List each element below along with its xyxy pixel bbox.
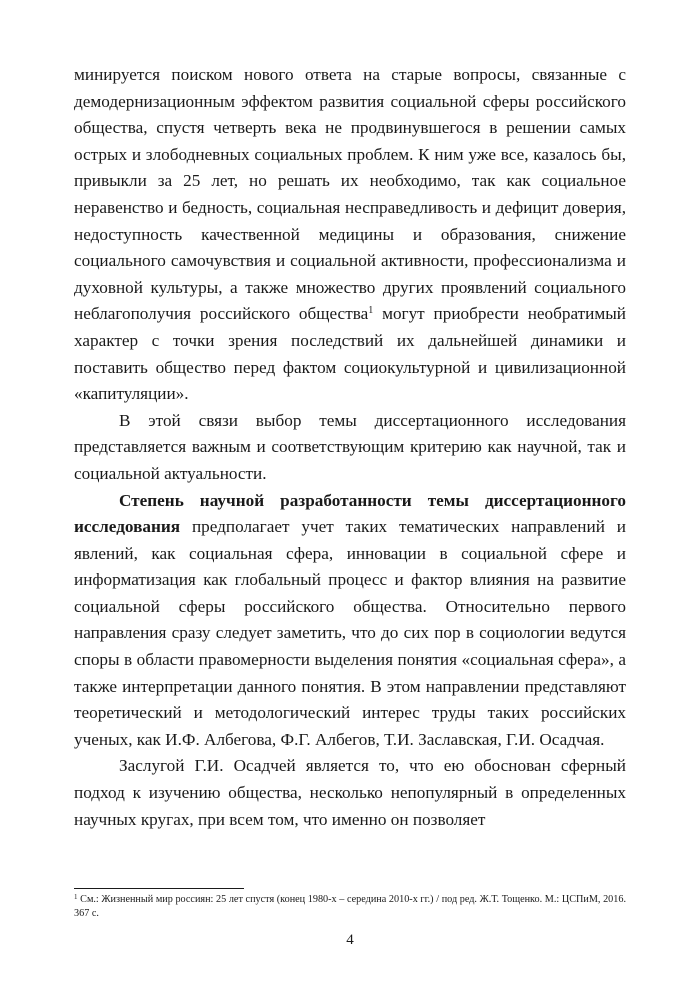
paragraph-research-degree: Степень научной разработанности темы диссертационного исследования предполагает учет таких тематических направлений и явлений, как социальная сфера, инновации в социальной сфере и информатизация как глобальный процесс и фактор влияния на развитие социальной сферы российского общества. Относительно первого направления сразу следует заметить, что до сих пор в социологии ведутся споры в области правомерности выделения понятия «социальная сфера», а также интерпретации данного понятия. В этом направлении представляют теоретический и методологический интерес труды таких российских ученых, как И.Ф. Албегова, Ф.Г. Албегов, Т.И. Заславская, Г.И. Осадчая. [74, 490, 626, 749]
section-heading-inline: Степень научной разработанности темы диссертационного исследования [74, 490, 626, 537]
paragraph-osadchaya: Заслугой Г.И. Осадчей является то, что ею обоснован сферный подход к изучению общества, несколько непопулярный в определенных научных кругах, при всем том, что именно он позволяет [74, 756, 626, 829]
page-number: 4 [346, 932, 354, 948]
footnote [74, 893, 626, 921]
main-text [74, 62, 626, 833]
footnote-reference[interactable]: 1 [368, 305, 374, 317]
paragraph-relevance: В этой связи выбор темы диссертационного исследования представляется важным и соответствующим критерию как научной, так и социальной актуальности. [74, 410, 626, 483]
paragraph-continuation: минируется поиском нового ответа на старые вопросы, связанные с демодернизационным эффектом развития социальной сферы российского общества, спустя четверть века не продвинувшегося в решении самых острых и злободневных социальных проблем. К ним уже все, казалось бы, привыкли за 25 лет, но решать их необходимо, так как социальное неравенство и бедность, социальная несправедливость и дефицит доверия, недоступность качественной медицины и образования, снижение социального самочувствия и социальной активности, профессионализма и духовной культуры, а также множество других проявлений социального неблагополучия российского общества$^1$ могут приобрести необратимый характер с точки зрения последствий их дальнейшей динамики и поставить общество перед фактом социокультурной и цивилизационной «капитуляции». [74, 65, 626, 404]
footnote-number: 1 [74, 893, 78, 901]
footnote-divider [74, 888, 244, 889]
footnote-text: См.: Жизненный мир россиян: 25 лет спустя (конец 1980-х – середина 2010-х гг.) / под ред. Ж.Т. Тощенко. М.: ЦСПиМ, 2016. 367 с. [74, 894, 626, 919]
